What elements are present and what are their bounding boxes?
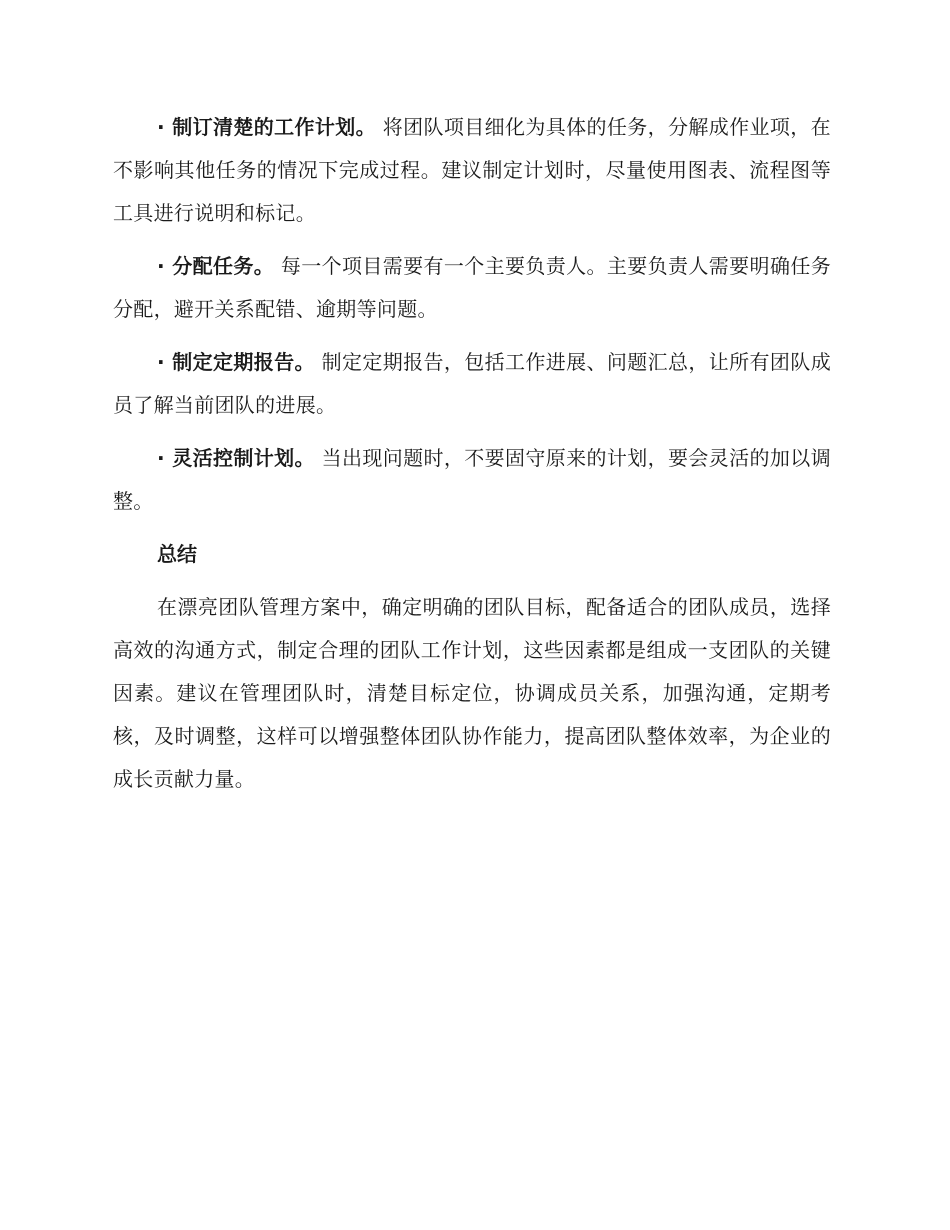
- bullet-paragraph-plan: [113, 106, 831, 235]
- bullet-lead: · 制订清楚的工作计划。: [157, 115, 377, 139]
- bullet-lead: · 灵活控制计划。: [157, 446, 315, 470]
- bullet-paragraph-control: [113, 437, 831, 523]
- bullet-paragraph-assign: [113, 245, 831, 331]
- bullet-text: 每一个项目需要有一个主要负责人。主要负责人需要明确任务分配，避开关系配错、逾期等问题。: [113, 254, 831, 321]
- document-page: [113, 106, 831, 801]
- summary-paragraph: 在漂亮团队管理方案中，确定明确的团队目标，配备适合的团队成员，选择高效的沟通方式，制定合理的团队工作计划，这些因素都是组成一支团队的关键因素。建议在管理团队时，清楚目标定位，协调成员关系，加强沟通，定期考核，及时调整，这样可以增强整体团队协作能力，提高团队整体效率，为企业的成长贡献力量。: [113, 595, 831, 791]
- bullet-paragraph-report: [113, 341, 831, 427]
- summary-heading: 总结: [157, 542, 197, 566]
- bullet-lead: · 制定定期报告。: [157, 350, 315, 374]
- bullet-text: 将团队项目细化为具体的任务，分解成作业项，在不影响其他任务的情况下完成过程。建议制定计划时，尽量使用图表、流程图等工具进行说明和标记。: [113, 115, 831, 225]
- bullet-lead: · 分配任务。: [157, 254, 275, 278]
- bullet-text: 制定定期报告，包括工作进展、问题汇总，让所有团队成员了解当前团队的进展。: [113, 350, 831, 417]
- bullet-text: 当出现问题时，不要固守原来的计划，要会灵活的加以调整。: [113, 446, 831, 513]
